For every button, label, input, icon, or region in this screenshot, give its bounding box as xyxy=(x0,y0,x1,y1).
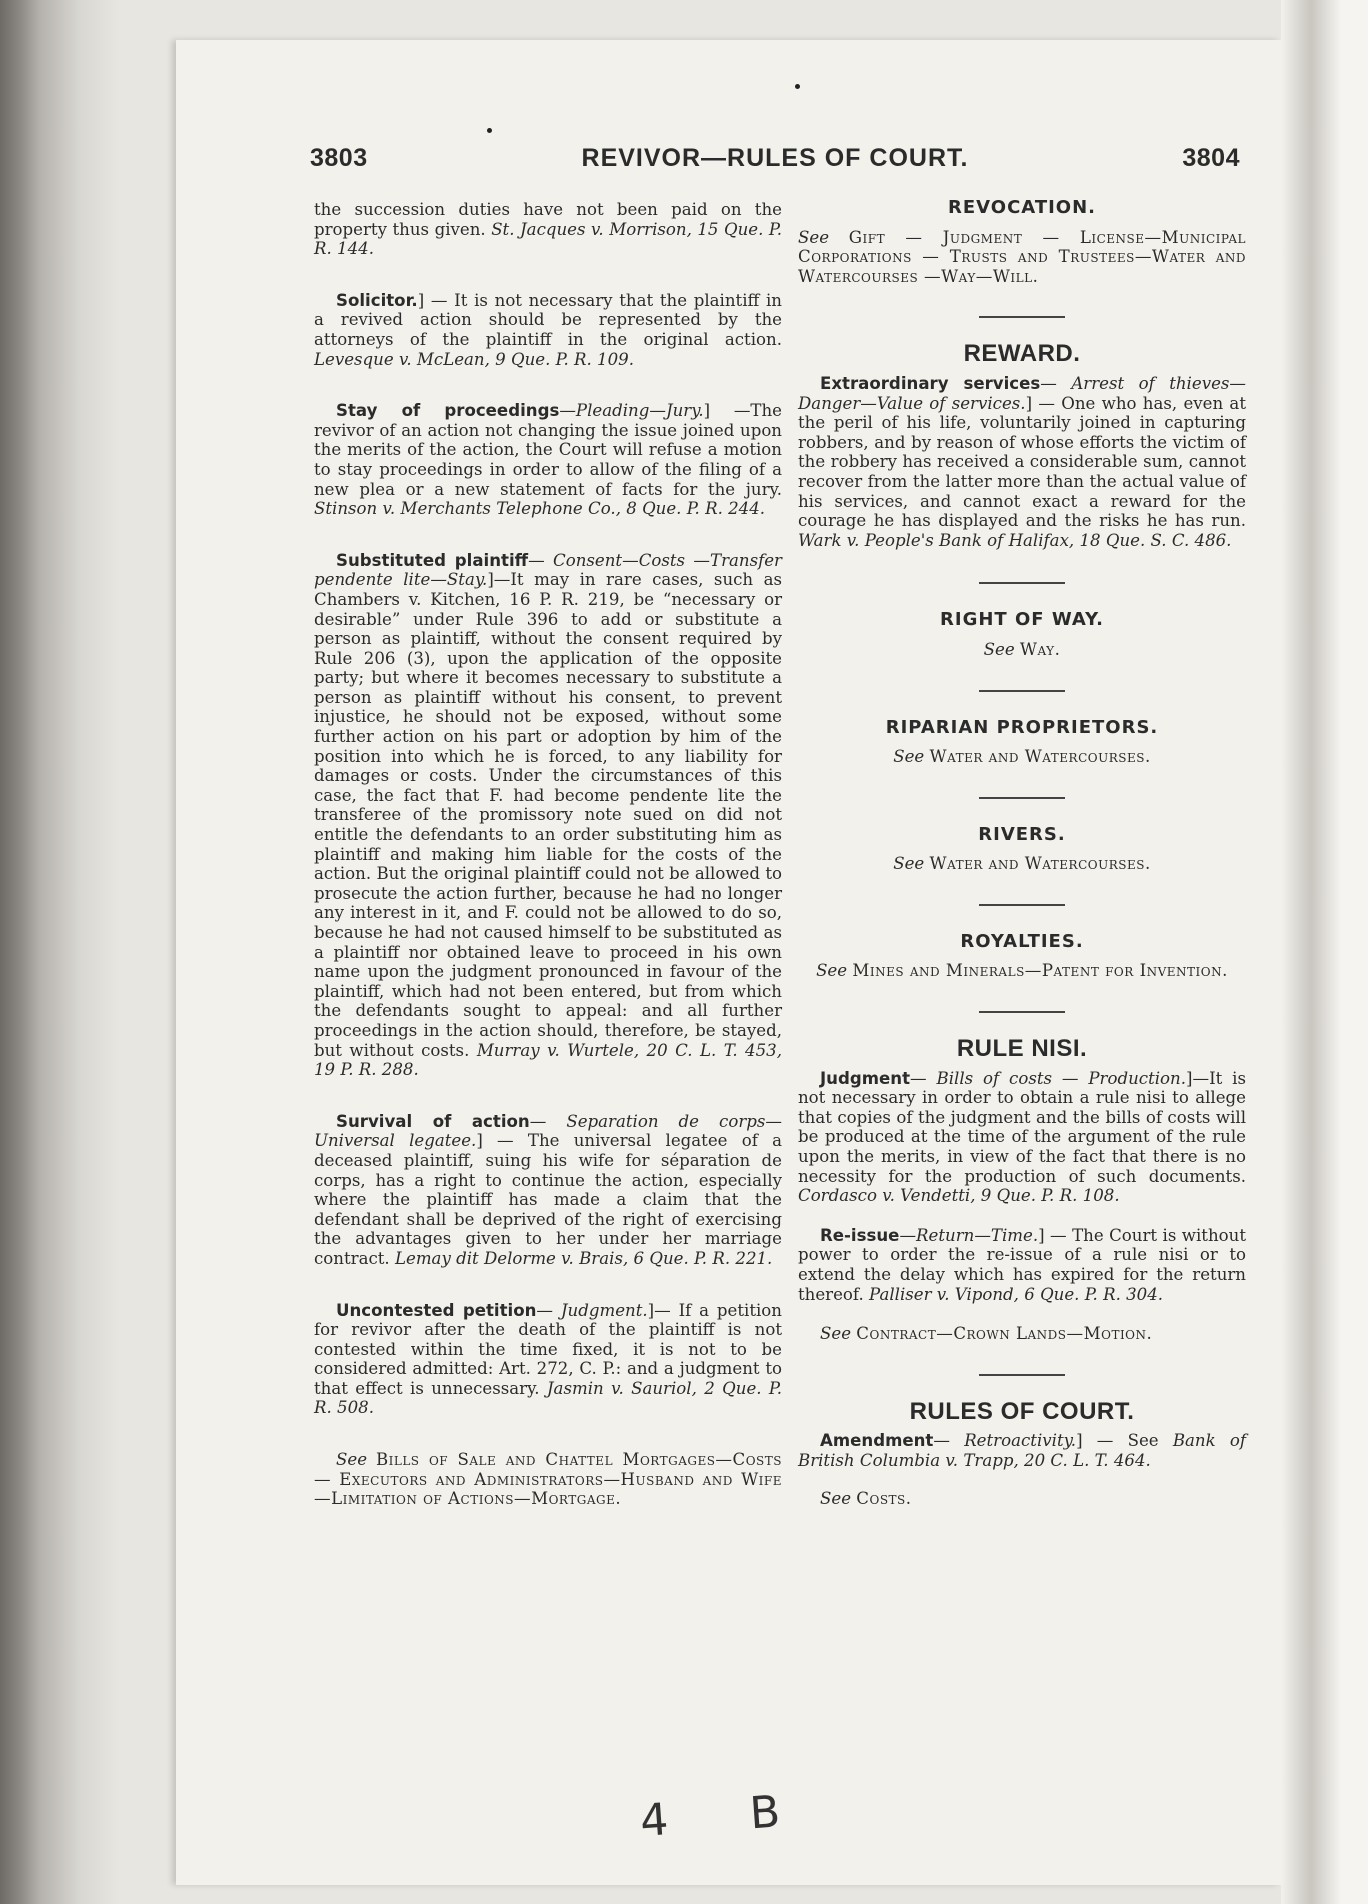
entry-headword: Extraordinary services xyxy=(820,373,1041,393)
see-references: See Water and Watercourses. xyxy=(893,854,1151,874)
page-gutter xyxy=(1281,0,1368,1904)
section-heading: REWARD. xyxy=(963,340,1081,368)
see-references: See Gift — Judgment — License—Municipal Corporations — Trusts and Trustees—Water and Watercourses —Way—Will. xyxy=(798,227,1246,286)
entry-headword: Judgment xyxy=(820,1068,911,1088)
entry-headword: Stay of proceedings xyxy=(336,401,560,421)
section-heading: RIGHT OF WAY. xyxy=(940,609,1104,631)
ink-speck xyxy=(487,128,492,133)
section-divider xyxy=(979,316,1065,318)
entry-headword: Substituted plaintiff xyxy=(336,550,529,570)
page-number-left: 3803 xyxy=(310,144,368,172)
entry-uncontested-petition: Uncontested petition— Judgment.]— If a petition for revivor after the death of the plaintiff is not contested within the time fixed, it is not to be considered admitted: Art. 272, C. P.: and a judgment to that effect is unnecessary. Jasmin v. Sauriol, 2 Que. P. R. 508. xyxy=(314,1300,782,1418)
case-citation: Lemay dit Delorme v. Brais, 6 Que. P. R. 221. xyxy=(394,1248,773,1268)
section-heading: RULE NISI. xyxy=(956,1035,1088,1063)
right-column xyxy=(798,197,1247,1526)
entry-headword: Survival of action xyxy=(336,1111,530,1131)
see-references: See Mines and Minerals—Patent for Invention. xyxy=(816,961,1228,981)
entry-headword: Re-issue xyxy=(820,1225,900,1245)
entry-headword: Solicitor. xyxy=(336,290,418,310)
see-references: See Water and Watercourses. xyxy=(893,747,1151,767)
section-divider xyxy=(979,797,1065,799)
see-references: See Costs. xyxy=(820,1488,912,1508)
handwritten-mark: 4 B xyxy=(638,1783,816,1848)
case-citation: Palliser v. Vipond, 6 Que. P. R. 304. xyxy=(869,1284,1164,1304)
section-heading: RIPARIAN PROPRIETORS. xyxy=(885,716,1159,738)
entry-continuation: the succession duties have not been paid on the property thus given. St. Jacques v. Morrison, 15 Que. P. R. 144. xyxy=(314,200,782,259)
entry-extraordinary-services: Extraordinary services— Arrest of thieves—Danger—Value of services.] — One who has, even at the peril of his life, voluntarily joined in capturing robbers, and by reason of whose efforts the victim of the robbery has received a considerable sum, cannot recover from the latter more than the actual value of his services, and cannot exact a reward for the courage he has displayed and the risks he has run. Wark v. People's Bank of Halifax, 18 Que. S. C. 486. xyxy=(798,373,1246,550)
see-references: See Contract—Crown Lands—Motion. xyxy=(820,1324,1153,1344)
see-references: See Way. xyxy=(983,639,1061,659)
entry-survival-of-action: Survival of action— Separation de corps—Universal legatee.] — The universal legatee of a deceased plaintiff, suing his wife for séparation de corps, has a right to continue the action, especially where the plaintiff has made a claim that the defendant shall be deprived of the right of exercising the advantages given to her under her marriage contract. Lemay dit Delorme v. Brais, 6 Que. P. R. 221. xyxy=(314,1111,782,1268)
page-number-right: 3804 xyxy=(1182,144,1240,172)
entry-amendment: Amendment— Retroactivity.] — See Bank of British Columbia v. Trapp, 20 C. L. T. 464. xyxy=(798,1431,1247,1470)
section-divider xyxy=(979,582,1065,584)
case-citation: Levesque v. McLean, 9 Que. P. R. 109. xyxy=(314,349,634,369)
case-citation: Murray v. Wurtele, 20 C. L. T. 453, 19 P. R. 288. xyxy=(314,1040,782,1080)
entry-solicitor: Solicitor.] — It is not necessary that the plaintiff in a revived action should be represented by the attorneys of the plaintiff in the original action. Levesque v. McLean, 9 Que. P. R. 109. xyxy=(314,290,782,369)
case-citation: Wark v. People's Bank of Halifax, 18 Que. S. C. 486. xyxy=(798,530,1232,550)
section-heading: RULES OF COURT. xyxy=(909,1397,1135,1425)
entry-judgment: Judgment— Bills of costs — Production.]—It is not necessary in order to obtain a rule nisi to allege that copies of the judgment and the bills of costs will be produced at the time of the argument of the rule upon the merits, in view of the fact that there is no necessity for the production of such documents. Cordasco v. Vendetti, 9 Que. P. R. 108. xyxy=(798,1068,1246,1206)
running-header xyxy=(310,144,1240,184)
entry-headword: Uncontested petition xyxy=(336,1300,537,1320)
ink-speck xyxy=(795,84,800,89)
entry-re-issue: Re-issue—Return—Time.] — The Court is without power to order the re-issue of a rule nisi or to extend the delay which has expired for the return thereof. Palliser v. Vipond, 6 Que. P. R. 304. xyxy=(798,1225,1246,1304)
case-citation: Stinson v. Merchants Telephone Co., 8 Que. P. R. 244. xyxy=(314,499,766,519)
case-citation: Jasmin v. Sauriol, 2 Que. P. R. 508. xyxy=(314,1378,782,1418)
section-divider xyxy=(979,690,1065,692)
left-column xyxy=(314,200,782,1527)
section-heading: ROYALTIES. xyxy=(960,930,1084,952)
section-divider xyxy=(979,904,1065,906)
see-also-references: See Bills of Sale and Chattel Mortgages—Costs — Executors and Administrators—Husband and Wife—Limitation of Actions—Mortgage. xyxy=(314,1450,782,1509)
case-citation: Cordasco v. Vendetti, 9 Que. P. R. 108. xyxy=(798,1186,1120,1206)
entry-stay-of-proceedings: Stay of proceedings—Pleading—Jury.] —The revivor of an action not changing the issue joined upon the merits of the action, the Court will refuse a motion to stay proceedings in order to allow of the filing of a new plea or a new statement of facts for the jury. Stinson v. Merchants Telephone Co., 8 Que. P. R. 244. xyxy=(314,401,782,519)
case-citation: St. Jacques v. Morrison, 15 Que. P. R. 144. xyxy=(314,219,782,259)
section-divider xyxy=(979,1011,1065,1013)
running-title: REVIVOR—RULES OF COURT. xyxy=(581,144,969,172)
section-heading: REVOCATION. xyxy=(948,197,1096,218)
entry-headword: Amendment xyxy=(820,1431,934,1451)
section-divider xyxy=(979,1374,1065,1376)
case-citation: Bank of British Columbia v. Trapp, 20 C. L. T. 464. xyxy=(798,1431,1247,1470)
entry-substituted-plaintiff: Substituted plaintiff— Consent—Costs —Transfer pendente lite—Stay.]—It may in rare cases, such as Chambers v. Kitchen, 16 P. R. 219, be “necessary or desirable” under Rule 396 to add or substitute a person as plaintiff, without the consent required by Rule 206 (3), upon the application of the opposite party; but where it becomes necessary to substitute a person as plaintiff without his consent, to prevent injustice, he should not be exposed, without some further action on his part or adoption by him of the position into which he is forced, to any liability for damages or costs. Under the circumstances of this case, the fact that F. had become pendente lite the transferee of the promissory note sued on did not entitle the defendants to an order substituting him as plaintiff and making him liable for the costs of the action. But the original plaintiff could not be allowed to prosecute the action further, because he had no longer any interest in it, and F. could not be allowed to do so, because he had not caused himself to be substituted as a plaintiff nor obtained leave to proceed in his own name upon the judgment pronounced in favour of the plaintiff, which had not been entered, but from which the defendants sought to appeal: and all further proceedings in the action should, therefore, be stayed, but without costs. Murray v. Wurtele, 20 C. L. T. 453, 19 P. R. 288. xyxy=(314,550,783,1080)
section-heading: RIVERS. xyxy=(978,823,1066,845)
book-edge xyxy=(0,0,120,1904)
